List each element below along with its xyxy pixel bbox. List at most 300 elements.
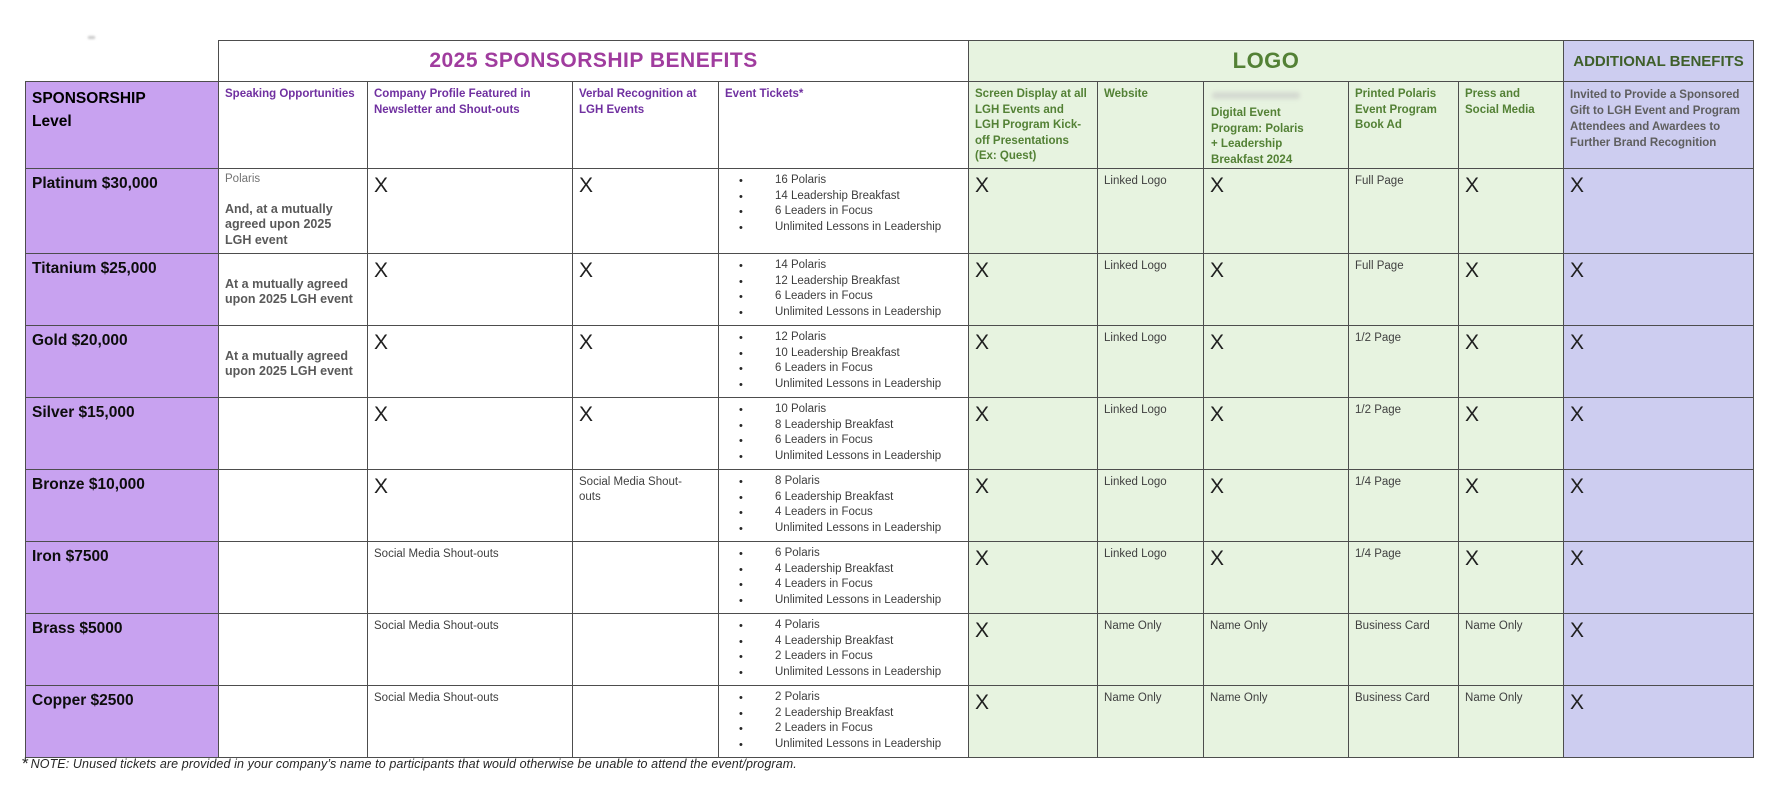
screen-display-value: X (975, 402, 990, 426)
press-social-cell (1459, 613, 1564, 685)
website-cell (1098, 397, 1204, 469)
website-cell (1098, 685, 1204, 757)
event-tickets-cell (719, 397, 969, 469)
table-row (26, 397, 1754, 469)
website-cell (1098, 613, 1204, 685)
bullet-icon: • (739, 547, 743, 560)
ticket-item-text: Unlimited Lessons in Leadership (775, 594, 942, 607)
column-header-row (26, 82, 1754, 169)
speaking-cell (219, 397, 368, 469)
bullet-icon: • (739, 363, 743, 376)
additional-benefits-value: X (1570, 173, 1585, 197)
ticket-item-text: 14 Polaris (775, 258, 827, 271)
ticket-item-text: 4 Leadership Breakfast (775, 634, 894, 647)
event-tickets-cell (719, 168, 969, 253)
tickets-list (725, 690, 962, 754)
company-profile-value: X (374, 258, 389, 282)
footnote (22, 755, 797, 773)
ticket-item-text: 4 Leadership Breakfast (775, 562, 894, 575)
section-band-row (26, 41, 1754, 82)
speaking-cell (219, 613, 368, 685)
ticket-item (739, 521, 962, 537)
table-row (26, 613, 1754, 685)
ticket-item (739, 433, 962, 449)
digital-program-value: X (1210, 173, 1225, 197)
ticket-item (739, 474, 962, 490)
screen-display-value: X (975, 618, 990, 642)
website-cell (1098, 253, 1204, 325)
header-press-social-media: Press and Social Media (1459, 82, 1564, 169)
additional-benefits-cell (1564, 685, 1754, 757)
table-row (26, 253, 1754, 325)
speaking-cell (219, 541, 368, 613)
press-social-cell (1459, 168, 1564, 253)
ticket-item (739, 346, 962, 362)
bullet-icon: • (739, 651, 743, 664)
digital-program-cell (1204, 541, 1349, 613)
verbal-recognition-value (579, 545, 691, 547)
sponsorship-benefits-table (25, 40, 1754, 758)
bullet-icon: • (739, 331, 743, 344)
verbal-recognition-value (579, 689, 691, 691)
press-social-value: X (1465, 546, 1480, 570)
company-profile-cell (368, 469, 573, 541)
ticket-item (739, 490, 962, 506)
screen-display-value: X (975, 330, 990, 354)
bullet-icon: • (739, 475, 743, 488)
ticket-item-text: 2 Leaders in Focus (775, 722, 873, 735)
company-profile-cell (368, 253, 573, 325)
screen-display-value: X (975, 690, 990, 714)
verbal-recognition-value: Social Media Shout-outs (579, 475, 682, 503)
bullet-icon: • (739, 174, 743, 187)
verbal-recognition-cell (573, 613, 719, 685)
website-cell (1098, 168, 1204, 253)
digital-program-cell (1204, 397, 1349, 469)
screen-display-cell (969, 469, 1098, 541)
verbal-recognition-cell (573, 168, 719, 253)
ticket-item-text: 6 Leaders in Focus (775, 362, 873, 375)
ticket-item-text: Unlimited Lessons in Leadership (775, 738, 942, 751)
speaking-cell (219, 168, 368, 253)
level-cell (26, 253, 219, 325)
ticket-item (739, 305, 962, 321)
digital-program-value: Name Only (1210, 691, 1268, 704)
bullet-icon: • (739, 206, 743, 219)
additional-benefits-cell (1564, 541, 1754, 613)
ticket-item (739, 402, 962, 418)
printed-program-cell (1349, 685, 1459, 757)
printed-program-cell (1349, 253, 1459, 325)
level-cell (26, 469, 219, 541)
event-tickets-cell (719, 613, 969, 685)
verbal-recognition-cell (573, 469, 719, 541)
company-profile-cell (368, 168, 573, 253)
printed-program-value: Full Page (1355, 259, 1404, 272)
ticket-item (739, 546, 962, 562)
screen-display-cell (969, 253, 1098, 325)
verbal-recognition-value (579, 617, 691, 619)
bullet-icon: • (739, 291, 743, 304)
company-profile-cell (368, 685, 573, 757)
speaking-plain-text: Polaris (225, 172, 261, 185)
event-tickets-cell (719, 469, 969, 541)
ticket-item (739, 562, 962, 578)
ticket-item-text: 6 Polaris (775, 546, 820, 559)
ticket-item (739, 634, 962, 650)
ticket-item (739, 361, 962, 377)
ticket-item-text: 6 Leaders in Focus (775, 205, 873, 218)
ticket-item-text: 4 Leaders in Focus (775, 506, 873, 519)
verbal-recognition-cell (573, 253, 719, 325)
speaking-cell (219, 469, 368, 541)
press-social-cell (1459, 397, 1564, 469)
company-profile-value: X (374, 330, 389, 354)
ticket-item-text: 6 Leaders in Focus (775, 290, 873, 303)
company-profile-cell (368, 541, 573, 613)
press-social-value: Name Only (1465, 691, 1523, 704)
table-row (26, 469, 1754, 541)
digital-program-cell (1204, 325, 1349, 397)
header-speaking-opportunities: Speaking Opportunities (219, 82, 368, 169)
bullet-icon: • (739, 619, 743, 632)
ticket-item (739, 690, 962, 706)
website-value: Linked Logo (1104, 403, 1167, 416)
level-cell (26, 397, 219, 469)
press-social-value: Name Only (1465, 619, 1523, 632)
ticket-item-text: 2 Leaders in Focus (775, 650, 873, 663)
ticket-item (739, 721, 962, 737)
printed-program-cell (1349, 541, 1459, 613)
additional-benefits-cell (1564, 168, 1754, 253)
company-profile-value: Social Media Shout-outs (374, 691, 499, 704)
header-company-profile: Company Profile Featured in Newsletter and Shout-outs (368, 82, 573, 169)
verbal-recognition-value: X (579, 402, 594, 426)
ticket-item-text: 6 Leaders in Focus (775, 434, 873, 447)
header-event-tickets: Event Tickets* (719, 82, 969, 169)
verbal-recognition-value: X (579, 173, 594, 197)
printed-program-value: 1/4 Page (1355, 547, 1402, 560)
screen-display-value: X (975, 546, 990, 570)
additional-benefits-value: X (1570, 690, 1585, 714)
ticket-item-text: 12 Leadership Breakfast (775, 274, 900, 287)
verbal-recognition-cell (573, 325, 719, 397)
ticket-item-text: 12 Polaris (775, 330, 827, 343)
bullet-icon: • (739, 275, 743, 288)
press-social-value: X (1465, 173, 1480, 197)
company-profile-value: Social Media Shout-outs (374, 619, 499, 632)
ticket-item-text: 16 Polaris (775, 173, 827, 186)
bullet-icon: • (739, 307, 743, 320)
section-title-additional-benefits: ADDITIONAL BENEFITS (1564, 41, 1754, 82)
ticket-item-text: 10 Leadership Breakfast (775, 346, 900, 359)
bullet-icon: • (739, 723, 743, 736)
digital-program-value: X (1210, 546, 1225, 570)
printed-program-cell (1349, 469, 1459, 541)
additional-benefits-cell (1564, 253, 1754, 325)
tickets-list (725, 173, 962, 237)
website-value: Linked Logo (1104, 547, 1167, 560)
additional-benefits-cell (1564, 469, 1754, 541)
additional-benefits-cell (1564, 397, 1754, 469)
event-tickets-cell (719, 541, 969, 613)
ticket-item (739, 593, 962, 609)
digital-program-cell (1204, 469, 1349, 541)
company-profile-value: X (374, 474, 389, 498)
section-title-sponsorship-benefits: 2025 SPONSORSHIP BENEFITS (219, 41, 969, 82)
speaking-cell (219, 253, 368, 325)
table-row (26, 325, 1754, 397)
bullet-icon: • (739, 379, 743, 392)
printed-program-value: 1/2 Page (1355, 403, 1402, 416)
ticket-item-text: 8 Leadership Breakfast (775, 418, 894, 431)
additional-benefits-cell (1564, 613, 1754, 685)
event-tickets-cell (719, 685, 969, 757)
bullet-icon: • (739, 579, 743, 592)
printed-program-value: 1/2 Page (1355, 331, 1402, 344)
verbal-recognition-cell (573, 541, 719, 613)
website-value: Linked Logo (1104, 475, 1167, 488)
press-social-value: X (1465, 474, 1480, 498)
bullet-icon: • (739, 451, 743, 464)
table-row (26, 685, 1754, 757)
press-social-cell (1459, 541, 1564, 613)
digital-program-value: X (1210, 402, 1225, 426)
bullet-icon: • (739, 403, 743, 416)
ticket-item-text: 2 Leadership Breakfast (775, 706, 894, 719)
screen-display-cell (969, 168, 1098, 253)
digital-program-cell (1204, 613, 1349, 685)
header-level-line2: Level (32, 113, 72, 131)
ticket-item-text: 4 Leaders in Focus (775, 578, 873, 591)
screen-display-value: X (975, 474, 990, 498)
website-value: Name Only (1104, 619, 1162, 632)
header-digital-event-program (1204, 82, 1349, 169)
screen-display-cell (969, 685, 1098, 757)
printed-program-cell (1349, 397, 1459, 469)
header-sponsorship-level (26, 82, 219, 169)
ticket-item (739, 418, 962, 434)
website-value: Linked Logo (1104, 259, 1167, 272)
ticket-item (739, 649, 962, 665)
ticket-item-text: Unlimited Lessons in Leadership (775, 378, 942, 391)
footnote-asterisk: * (22, 754, 29, 773)
digital-program-value: X (1210, 258, 1225, 282)
screen-display-cell (969, 613, 1098, 685)
level-cell (26, 168, 219, 253)
company-profile-value: Social Media Shout-outs (374, 547, 499, 560)
ticket-item (739, 618, 962, 634)
digital-program-value: Name Only (1210, 619, 1268, 632)
ticket-item-text: 2 Polaris (775, 690, 820, 703)
bullet-icon: • (739, 435, 743, 448)
company-profile-value: X (374, 173, 389, 197)
bullet-icon: • (739, 491, 743, 504)
printed-program-cell (1349, 613, 1459, 685)
digital-program-value: X (1210, 330, 1225, 354)
event-tickets-cell (719, 253, 969, 325)
tickets-list (725, 402, 962, 466)
verbal-recognition-value: X (579, 258, 594, 282)
footnote-text: NOTE: Unused tickets are provided in your company’s name to participants that would otherwise be unable to attend the event/program. (30, 757, 797, 771)
screen-display-cell (969, 541, 1098, 613)
website-value: Linked Logo (1104, 331, 1167, 344)
digital-program-cell (1204, 253, 1349, 325)
additional-benefits-value: X (1570, 618, 1585, 642)
erasure-smudge-artifact (1212, 92, 1300, 99)
ticket-item-text: Unlimited Lessons in Leadership (775, 450, 942, 463)
website-cell (1098, 325, 1204, 397)
website-cell (1098, 469, 1204, 541)
bullet-icon: • (739, 523, 743, 536)
level-cell (26, 613, 219, 685)
bullet-icon: • (739, 595, 743, 608)
ticket-item (739, 220, 962, 236)
header-printed-program-book-ad: Printed Polaris Event Program Book Ad (1349, 82, 1459, 169)
ticket-item-text: Unlimited Lessons in Leadership (775, 221, 942, 234)
ticket-item (739, 505, 962, 521)
screen-display-value: X (975, 173, 990, 197)
website-cell (1098, 541, 1204, 613)
level-label: Silver $15,000 (32, 403, 135, 421)
header-level-line1: SPONSORSHIP (32, 90, 146, 107)
ticket-item (739, 377, 962, 393)
level-label: Gold $20,000 (32, 331, 128, 349)
press-social-value: X (1465, 258, 1480, 282)
level-label: Iron $7500 (32, 547, 109, 565)
header-verbal-recognition: Verbal Recognition at LGH Events (573, 82, 719, 169)
ticket-item-text: Unlimited Lessons in Leadership (775, 666, 942, 679)
ticket-item-text: Unlimited Lessons in Leadership (775, 522, 942, 535)
level-label: Platinum $30,000 (32, 174, 158, 192)
tickets-list (725, 330, 962, 394)
verbal-recognition-cell (573, 397, 719, 469)
table-row (26, 168, 1754, 253)
printed-program-cell (1349, 168, 1459, 253)
website-value: Linked Logo (1104, 174, 1167, 187)
press-social-value: X (1465, 330, 1480, 354)
bullet-icon: • (739, 667, 743, 680)
printed-program-value: Business Card (1355, 619, 1430, 632)
header-sponsored-gift: Invited to Provide a Sponsored Gift to LGH Event and Program Attendees and Awardees to Further Brand Recognition (1564, 82, 1754, 169)
band-corner-blank (26, 41, 219, 82)
verbal-recognition-cell (573, 685, 719, 757)
ticket-item (739, 289, 962, 305)
section-title-logo: LOGO (969, 41, 1564, 82)
level-cell (26, 541, 219, 613)
printed-program-value: 1/4 Page (1355, 475, 1402, 488)
ticket-item (739, 665, 962, 681)
table-row (26, 541, 1754, 613)
press-social-cell (1459, 253, 1564, 325)
bullet-icon: • (739, 222, 743, 235)
ticket-item (739, 330, 962, 346)
bullet-icon: • (739, 190, 743, 203)
ticket-item-text: 10 Polaris (775, 402, 827, 415)
printed-program-value: Business Card (1355, 691, 1430, 704)
press-social-cell (1459, 325, 1564, 397)
speaking-bold-text: At a mutually agreed upon 2025 LGH event (225, 276, 353, 307)
speaking-bold-text: And, at a mutually agreed upon 2025 LGH event (225, 201, 333, 247)
printed-program-value: Full Page (1355, 174, 1404, 187)
ticket-item (739, 258, 962, 274)
speaking-bold-text: At a mutually agreed upon 2025 LGH event (225, 348, 353, 379)
screen-display-value: X (975, 258, 990, 282)
ticket-item-text: 4 Polaris (775, 618, 820, 631)
ticket-item-text: Unlimited Lessons in Leadership (775, 306, 942, 319)
bullet-icon: • (739, 635, 743, 648)
company-profile-value: X (374, 402, 389, 426)
level-label: Titanium $25,000 (32, 259, 157, 277)
company-profile-cell (368, 613, 573, 685)
tickets-list (725, 618, 962, 682)
screen-display-cell (969, 397, 1098, 469)
ticket-item (739, 189, 962, 205)
ticket-item (739, 449, 962, 465)
level-cell (26, 685, 219, 757)
level-cell (26, 325, 219, 397)
bullet-icon: • (739, 563, 743, 576)
ticket-item (739, 173, 962, 189)
press-social-value: X (1465, 402, 1480, 426)
additional-benefits-value: X (1570, 546, 1585, 570)
additional-benefits-value: X (1570, 474, 1585, 498)
website-value: Name Only (1104, 691, 1162, 704)
additional-benefits-value: X (1570, 258, 1585, 282)
company-profile-cell (368, 397, 573, 469)
speaking-cell (219, 685, 368, 757)
header-website: Website (1098, 82, 1204, 169)
level-label: Bronze $10,000 (32, 475, 145, 493)
event-tickets-cell (719, 325, 969, 397)
verbal-recognition-value: X (579, 330, 594, 354)
level-label: Brass $5000 (32, 619, 123, 637)
digital-program-cell (1204, 168, 1349, 253)
bullet-icon: • (739, 419, 743, 432)
ticket-item (739, 737, 962, 753)
press-social-cell (1459, 469, 1564, 541)
additional-benefits-value: X (1570, 402, 1585, 426)
tickets-list (725, 474, 962, 538)
screen-display-cell (969, 325, 1098, 397)
company-profile-cell (368, 325, 573, 397)
ticket-item-text: 8 Polaris (775, 474, 820, 487)
speaking-cell (219, 325, 368, 397)
printed-program-cell (1349, 325, 1459, 397)
ticket-item (739, 577, 962, 593)
tickets-list (725, 258, 962, 322)
scan-artifact (88, 36, 95, 39)
ticket-item (739, 204, 962, 220)
tickets-list (725, 546, 962, 610)
bullet-icon: • (739, 739, 743, 752)
press-social-cell (1459, 685, 1564, 757)
digital-program-value: X (1210, 474, 1225, 498)
bullet-icon: • (739, 507, 743, 520)
level-label: Copper $2500 (32, 691, 134, 709)
ticket-item-text: 6 Leadership Breakfast (775, 490, 894, 503)
digital-program-cell (1204, 685, 1349, 757)
ticket-item (739, 706, 962, 722)
additional-benefits-cell (1564, 325, 1754, 397)
ticket-item (739, 274, 962, 290)
bullet-icon: • (739, 347, 743, 360)
header-digital-event-program-text: Digital Event Program: Polaris + Leadership Breakfast 2024 (1211, 107, 1304, 166)
bullet-icon: • (739, 691, 743, 704)
header-screen-display: Screen Display at all LGH Events and LGH Program Kick-off Presentations (Ex: Quest) (969, 82, 1098, 169)
bullet-icon: • (739, 707, 743, 720)
additional-benefits-value: X (1570, 330, 1585, 354)
